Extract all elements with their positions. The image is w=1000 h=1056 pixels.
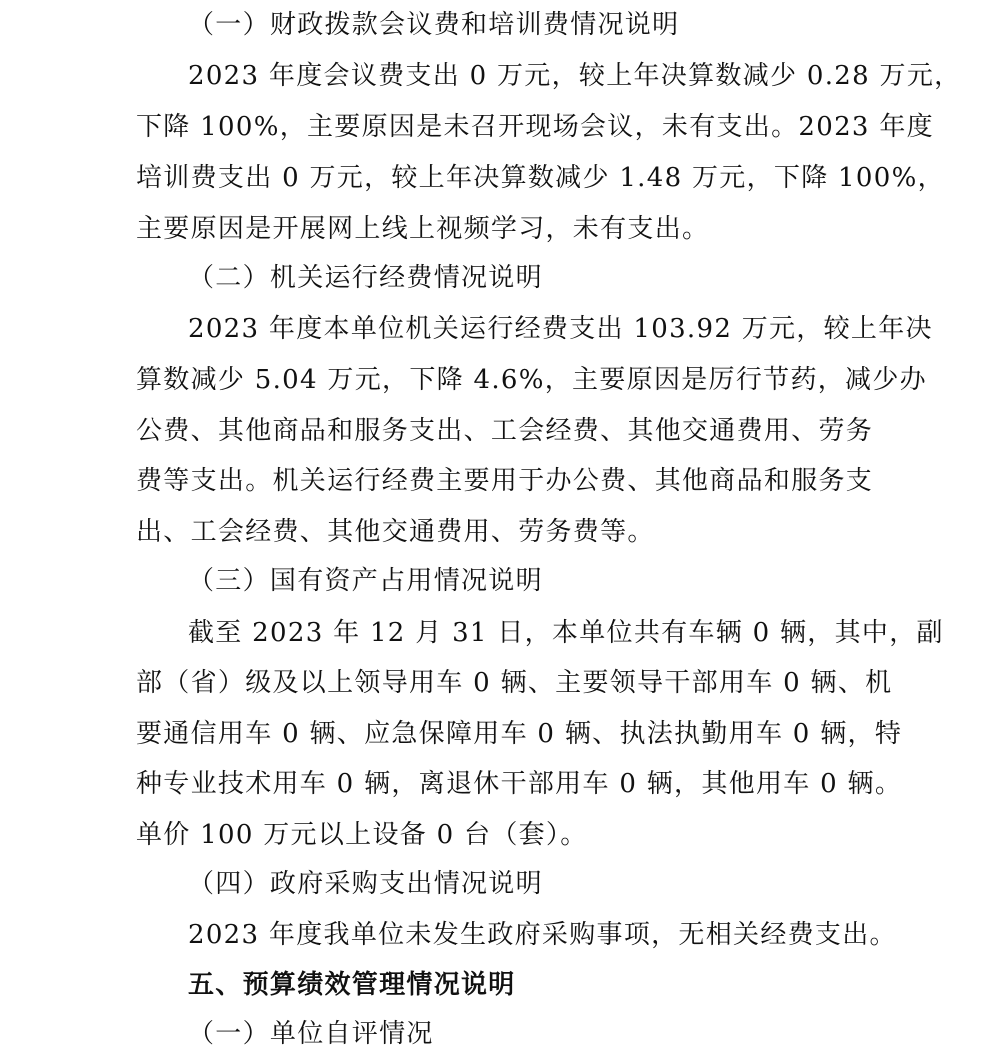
paragraph-line: 截至 2023 年 12 月 31 日，本单位共有车辆 0 辆，其中，副	[188, 618, 944, 648]
section-heading-performance-management: 五、预算绩效管理情况说明	[188, 970, 516, 1000]
section-heading-state-assets: （三）国有资产占用情况说明	[188, 566, 543, 596]
paragraph-line: 费等支出。机关运行经费主要用于办公费、其他商品和服务支	[136, 466, 874, 496]
paragraph-line: 2023 年度本单位机关运行经费支出 103.92 万元，较上年决	[188, 314, 933, 344]
paragraph-line: 公费、其他商品和服务支出、工会经费、其他交通费用、劳务	[136, 416, 874, 446]
paragraph-line: 单价 100 万元以上设备 0 台（套）。	[136, 820, 588, 850]
paragraph-line: 主要原因是开展网上线上视频学习，未有支出。	[136, 214, 710, 244]
paragraph-line: 下降 100%，主要原因是未召开现场会议，未有支出。2023 年度	[136, 112, 934, 142]
paragraph-line: 2023 年度我单位未发生政府采购事项，无相关经费支出。	[188, 920, 897, 950]
paragraph-line: 种专业技术用车 0 辆，离退休干部用车 0 辆，其他用车 0 辆。	[136, 769, 903, 799]
paragraph-line: 2023 年度会议费支出 0 万元，较上年决算数减少 0.28 万元，	[188, 61, 962, 91]
subsection-heading-self-evaluation: （一）单位自评情况	[188, 1019, 434, 1049]
paragraph-line: 算数减少 5.04 万元，下降 4.6%，主要原因是厉行节药，减少办	[136, 365, 927, 395]
section-heading-meeting-training-fees: （一）财政拨款会议费和培训费情况说明	[188, 10, 680, 40]
paragraph-line: 部（省）级及以上领导用车 0 辆、主要领导干部用车 0 辆、机	[136, 668, 893, 698]
section-heading-government-procurement: （四）政府采购支出情况说明	[188, 869, 543, 899]
paragraph-line: 培训费支出 0 万元，较上年决算数减少 1.48 万元，下降 100%，	[136, 163, 945, 193]
paragraph-line: 要通信用车 0 辆、应急保障用车 0 辆、执法执勤用车 0 辆，特	[136, 719, 903, 749]
section-heading-operating-expenses: （二）机关运行经费情况说明	[188, 263, 543, 293]
paragraph-line: 出、工会经费、其他交通费用、劳务费等。	[136, 517, 655, 547]
